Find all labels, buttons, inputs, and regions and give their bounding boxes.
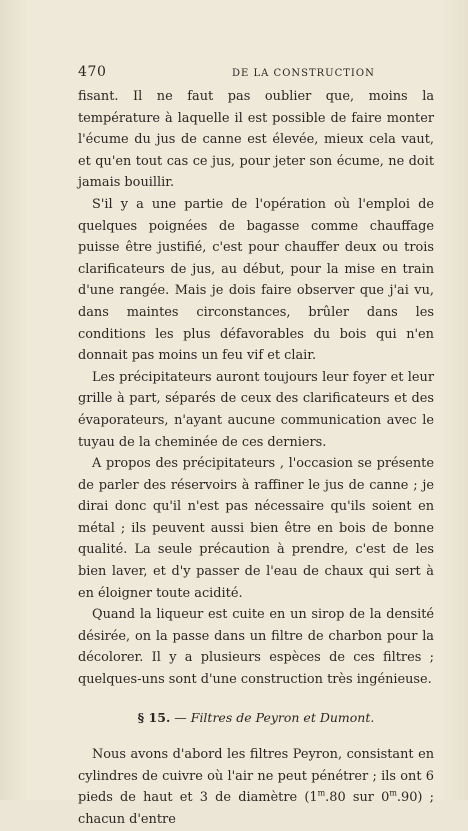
paragraph: S'il y a une partie de l'opération où l'emploi de quelques poignées de bagasse comme chauffage puisse être justifié, c'est pour chauffer deux ou trois clarificateurs de jus, au début, pour la mise en train d'une rangée. Mais je dois faire observer que j'ai vu, dans maintes circonstances, brûler dans les conditions les plus défavorables du bois qui n'en donnait pas moins un feu vif et clair. [78,196,434,364]
page-number: 470 [78,64,107,80]
running-head [78,64,434,80]
unit-superscript: m [389,789,397,799]
paragraph: A propos des précipitateurs , l'occasion se présente de parler des réservoirs à raffiner le jus de canne ; je dirai donc qu'il n'est pas nécessaire qu'ils soient en métal ; ils peuvent aussi bien être en bois de bonne qualité. La seule précaution à prendre, c'est de les bien laver, et d'y passer de l'eau de chaux qui sert à en éloigner toute acidité. [78,456,434,601]
section-title: Filtres de Peyron et Dumont. [190,709,375,725]
unit-superscript: m [317,789,326,799]
section-dash: — [170,709,191,725]
running-title: DE LA CONSTRUCTION [232,68,375,79]
body-text [78,86,434,831]
section-heading [78,707,434,729]
section-number: § 15. [137,709,171,725]
paragraph: Quand la liqueur est cuite en un sirop de la densité désirée, on la passe dans un filtre de charbon pour la décolorer. Il y a plusieurs espèces de ces filtres ; quelques-uns sont d'une construction très ingénieuse. [78,607,434,688]
paragraph: fisant. Il ne faut pas oublier que, moins la température à laquelle il est possible de faire monter l'écume du jus de canne est élevée, mieux cela vaut, et qu'en tout cas ce jus, pour jeter son écume, ne doit jamais bouillir. [78,89,434,191]
paragraph-text: .90) ; chacun d'entre [78,790,434,827]
paragraph-text: .80 sur 0 [325,790,390,806]
paragraph-text: Nous avons d'abord les filtres Peyron, consistant en cylindres de cuivre où l'air ne peut pénétrer ; ils ont 6 pieds de haut et 3 de diamètre (1 [78,747,434,806]
paragraph [78,744,434,830]
paragraph: Les précipitateurs auront toujours leur foyer et leur grille à part, séparés de ceux des clarificateurs et des évaporateurs, n'ayant aucune communication avec le tuyau de la cheminée de ces derniers. [78,369,434,450]
